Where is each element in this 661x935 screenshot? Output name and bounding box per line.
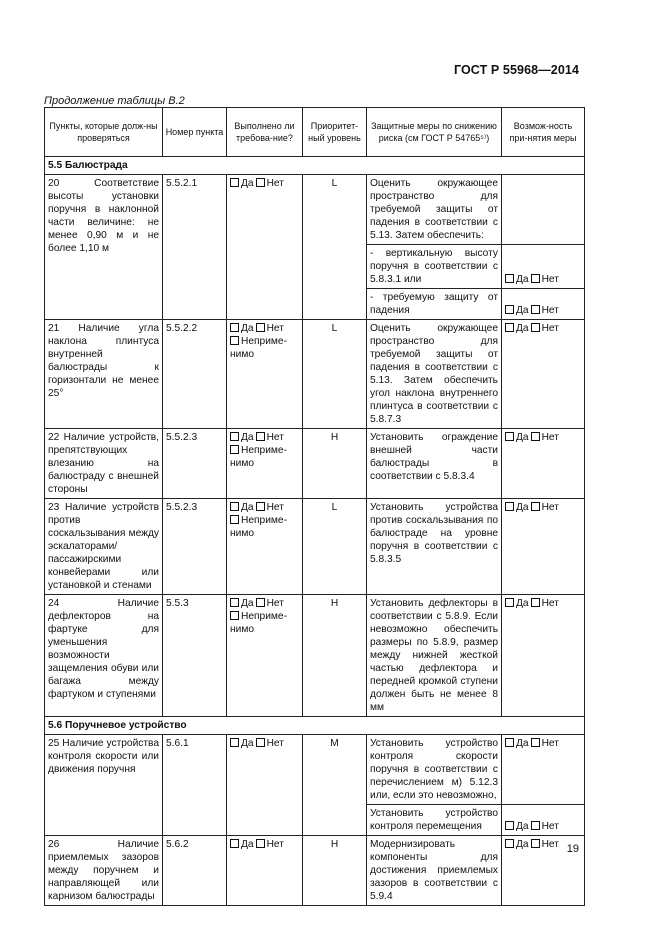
option-na-label: Неприме-нимо bbox=[230, 445, 287, 469]
option-not-applicable[interactable] bbox=[230, 335, 299, 361]
checkbox-no[interactable] bbox=[531, 274, 540, 283]
checkbox-not-applicable[interactable] bbox=[230, 611, 239, 620]
clause-number: 5.6.1 bbox=[163, 735, 227, 836]
option-yes[interactable] bbox=[230, 738, 254, 749]
column-header-priority: Приоритет-ный уровень bbox=[303, 108, 367, 157]
option-yes[interactable] bbox=[505, 839, 529, 850]
priority-level: M bbox=[303, 735, 367, 836]
clause-number: 5.6.2 bbox=[163, 836, 227, 906]
section-title: 5.6 Поручневое устройство bbox=[45, 717, 585, 735]
checkbox-no[interactable] bbox=[256, 178, 265, 187]
checkbox-not-applicable[interactable] bbox=[230, 445, 239, 454]
checkbox-no[interactable] bbox=[531, 432, 540, 441]
option-yes[interactable] bbox=[505, 323, 529, 334]
yes-no-options bbox=[505, 432, 559, 443]
check-item: 24 Наличие дефлекторов на фартуке для уменьшения возможности защемления обуви или багажа между фартуком и ступенями bbox=[45, 595, 163, 717]
priority-level: H bbox=[303, 836, 367, 906]
acceptance-cell bbox=[502, 735, 585, 805]
table-caption: Продолжение таблицы В.2 bbox=[44, 95, 185, 107]
option-no-label: Нет bbox=[541, 305, 559, 316]
acceptance-cell bbox=[502, 245, 585, 289]
option-yes[interactable] bbox=[230, 323, 254, 334]
option-no[interactable] bbox=[256, 598, 284, 609]
option-yes-label: Да bbox=[241, 598, 254, 609]
protective-measure: - вертикальную высоту поручня в соответствии с 5.8.3.1 или bbox=[367, 245, 502, 289]
yes-no-options bbox=[230, 432, 284, 443]
protective-measure: - требуемую защиту от падения bbox=[367, 289, 502, 320]
yes-no-options bbox=[505, 305, 559, 316]
acceptance-cell bbox=[502, 595, 585, 717]
column-header-items: Пункты, которые долж-ны проверяться bbox=[45, 108, 163, 157]
check-item: 20 Соответствие высоты установки поручня в наклонной части величине: не менее 0,90 м и не более 1,10 м bbox=[45, 175, 163, 320]
checkbox-yes[interactable] bbox=[230, 178, 239, 187]
fulfilled-cell bbox=[227, 175, 303, 320]
option-na-label: Неприме-нимо bbox=[230, 611, 287, 635]
checkbox-no[interactable] bbox=[256, 738, 265, 747]
option-yes[interactable] bbox=[505, 274, 529, 285]
option-yes-label: Да bbox=[241, 738, 254, 749]
fulfilled-cell bbox=[227, 595, 303, 717]
option-no[interactable] bbox=[256, 502, 284, 513]
checkbox-yes[interactable] bbox=[230, 323, 239, 332]
yes-no-options bbox=[230, 178, 284, 189]
option-no-label: Нет bbox=[541, 738, 559, 749]
checkbox-yes[interactable] bbox=[505, 502, 514, 511]
option-no[interactable] bbox=[531, 323, 559, 334]
option-yes[interactable] bbox=[505, 305, 529, 316]
checkbox-no[interactable] bbox=[256, 598, 265, 607]
option-yes-label: Да bbox=[516, 274, 529, 285]
yes-no-options bbox=[505, 274, 559, 285]
checkbox-yes[interactable] bbox=[505, 323, 514, 332]
option-no-label: Нет bbox=[541, 839, 559, 850]
option-yes[interactable] bbox=[230, 839, 254, 850]
column-header-clause: Номер пункта bbox=[163, 108, 227, 157]
option-no[interactable] bbox=[531, 821, 559, 832]
protective-measure: Установить устройства против соскальзывания по балюстраде на уровне поручня в соответствии с 5.8.3.5 bbox=[367, 499, 502, 595]
option-yes-label: Да bbox=[241, 839, 254, 850]
checkbox-no[interactable] bbox=[531, 323, 540, 332]
table-header-row bbox=[45, 108, 585, 157]
clause-number: 5.5.2.1 bbox=[163, 175, 227, 320]
option-na-label: Неприме-нимо bbox=[230, 336, 287, 360]
option-yes-label: Да bbox=[516, 323, 529, 334]
protective-measure: Модернизировать компоненты для достижения приемлемых зазоров в соответствии с 5.9.4 bbox=[367, 836, 502, 906]
yes-no-options bbox=[505, 323, 559, 334]
priority-level: L bbox=[303, 175, 367, 320]
section-title: 5.5 Балюстрада bbox=[45, 157, 585, 175]
option-not-applicable[interactable] bbox=[230, 610, 299, 636]
option-no[interactable] bbox=[256, 432, 284, 443]
option-na-label: Неприме-нимо bbox=[230, 515, 287, 539]
acceptance-cell bbox=[502, 175, 585, 245]
check-item: 25 Наличие устройства контроля скорости или движения поручня bbox=[45, 735, 163, 836]
option-no[interactable] bbox=[531, 738, 559, 749]
table-row bbox=[45, 836, 585, 906]
column-header-measures: Защитные меры по снижению риска (см ГОСТ Р 54765⁵⁾) bbox=[367, 108, 502, 157]
option-yes[interactable] bbox=[505, 432, 529, 443]
option-no-label: Нет bbox=[266, 432, 284, 443]
option-yes[interactable] bbox=[230, 178, 254, 189]
option-no-label: Нет bbox=[266, 502, 284, 513]
acceptance-cell bbox=[502, 320, 585, 429]
yes-no-options bbox=[230, 738, 284, 749]
checkbox-not-applicable[interactable] bbox=[230, 336, 239, 345]
checkbox-no[interactable] bbox=[531, 305, 540, 314]
checkbox-no[interactable] bbox=[531, 738, 540, 747]
checkbox-yes[interactable] bbox=[230, 598, 239, 607]
option-no-label: Нет bbox=[266, 178, 284, 189]
option-yes-label: Да bbox=[516, 305, 529, 316]
option-yes-label: Да bbox=[241, 323, 254, 334]
option-yes[interactable] bbox=[230, 598, 254, 609]
fulfilled-cell bbox=[227, 429, 303, 499]
option-no-label: Нет bbox=[541, 432, 559, 443]
checkbox-yes[interactable] bbox=[230, 839, 239, 848]
checkbox-yes[interactable] bbox=[230, 432, 239, 441]
acceptance-cell bbox=[502, 289, 585, 320]
option-yes-label: Да bbox=[516, 432, 529, 443]
option-no[interactable] bbox=[531, 502, 559, 513]
fulfilled-cell bbox=[227, 836, 303, 906]
option-yes-label: Да bbox=[241, 178, 254, 189]
option-no-label: Нет bbox=[541, 821, 559, 832]
clause-number: 5.5.2.3 bbox=[163, 429, 227, 499]
option-yes[interactable] bbox=[505, 598, 529, 609]
option-yes[interactable] bbox=[230, 432, 254, 443]
checkbox-no[interactable] bbox=[256, 432, 265, 441]
option-no-label: Нет bbox=[541, 323, 559, 334]
page-number: 19 bbox=[566, 843, 579, 855]
priority-level: L bbox=[303, 320, 367, 429]
option-no[interactable] bbox=[531, 598, 559, 609]
option-no[interactable] bbox=[256, 738, 284, 749]
option-no-label: Нет bbox=[266, 598, 284, 609]
protective-measure: Установить устройство контроля перемещения bbox=[367, 805, 502, 836]
check-item: 22 Наличие устройств, препятствующих влезанию на балюстраду с внешней стороны bbox=[45, 429, 163, 499]
checkbox-not-applicable[interactable] bbox=[230, 515, 239, 524]
yes-no-options bbox=[505, 738, 559, 749]
fulfilled-cell bbox=[227, 320, 303, 429]
check-item: 21 Наличие угла наклона плинтуса внутренней балюстрады к горизонтали не менее 25° bbox=[45, 320, 163, 429]
acceptance-cell bbox=[502, 805, 585, 836]
option-not-applicable[interactable] bbox=[230, 514, 299, 540]
checkbox-no[interactable] bbox=[531, 821, 540, 830]
clause-number: 5.5.3 bbox=[163, 595, 227, 717]
yes-no-options bbox=[505, 821, 559, 832]
table-row bbox=[45, 735, 585, 805]
protective-measure: Установить ограждение внешней части балюстрады в соответствии с 5.8.3.4 bbox=[367, 429, 502, 499]
priority-level: H bbox=[303, 429, 367, 499]
checklist-table bbox=[44, 107, 585, 906]
yes-no-options bbox=[505, 502, 559, 513]
protective-measure: Установить дефлекторы в соответствии с 5.8.9. Если невозможно обеспечить размеры по 5.8.9, размер между нижней жесткой частью дефлектора и передней кромкой ступени должен быть не менее 8 мм bbox=[367, 595, 502, 717]
option-no[interactable] bbox=[531, 839, 559, 850]
option-no-label: Нет bbox=[266, 839, 284, 850]
yes-no-options bbox=[505, 839, 559, 850]
table-row bbox=[45, 499, 585, 595]
clause-number: 5.5.2.2 bbox=[163, 320, 227, 429]
yes-no-options bbox=[230, 323, 284, 334]
document-header: ГОСТ Р 55968—2014 bbox=[453, 63, 579, 77]
checkbox-yes[interactable] bbox=[505, 821, 514, 830]
option-no[interactable] bbox=[531, 432, 559, 443]
checkbox-yes[interactable] bbox=[505, 432, 514, 441]
yes-no-options bbox=[230, 839, 284, 850]
option-no[interactable] bbox=[256, 839, 284, 850]
checkbox-no[interactable] bbox=[531, 839, 540, 848]
fulfilled-cell bbox=[227, 735, 303, 836]
checkbox-yes[interactable] bbox=[505, 839, 514, 848]
section-row bbox=[45, 157, 585, 175]
checkbox-yes[interactable] bbox=[230, 502, 239, 511]
check-item: 26 Наличие приемлемых зазоров между поручнем и направляющей или карнизом балюстрады bbox=[45, 836, 163, 906]
protective-measure: Оценить окружающее пространство для требуемой защиты от падения в соответствии с 5.13. Затем обеспечить: bbox=[367, 175, 502, 245]
section-row bbox=[45, 717, 585, 735]
option-yes-label: Да bbox=[516, 738, 529, 749]
option-no-label: Нет bbox=[541, 502, 559, 513]
acceptance-cell bbox=[502, 499, 585, 595]
checkbox-no[interactable] bbox=[531, 598, 540, 607]
checkbox-no[interactable] bbox=[256, 323, 265, 332]
protective-measure: Установить устройство контроля скорости поручня в соответствии с перечислением м) 5.12.3 или, если это невозможно, bbox=[367, 735, 502, 805]
yes-no-options bbox=[230, 502, 284, 513]
option-no-label: Нет bbox=[266, 738, 284, 749]
priority-level: H bbox=[303, 595, 367, 717]
checkbox-yes[interactable] bbox=[505, 305, 514, 314]
option-yes-label: Да bbox=[516, 502, 529, 513]
acceptance-cell bbox=[502, 429, 585, 499]
table-row bbox=[45, 175, 585, 245]
option-not-applicable[interactable] bbox=[230, 444, 299, 470]
column-header-acceptance: Возмож-ность при-нятия меры bbox=[502, 108, 585, 157]
table-row bbox=[45, 320, 585, 429]
option-no[interactable] bbox=[256, 178, 284, 189]
checkbox-no[interactable] bbox=[256, 502, 265, 511]
checkbox-yes[interactable] bbox=[505, 274, 514, 283]
checkbox-yes[interactable] bbox=[505, 738, 514, 747]
option-yes-label: Да bbox=[241, 502, 254, 513]
option-yes[interactable] bbox=[505, 502, 529, 513]
checkbox-yes[interactable] bbox=[505, 598, 514, 607]
option-no-label: Нет bbox=[266, 323, 284, 334]
option-no[interactable] bbox=[531, 274, 559, 285]
option-yes-label: Да bbox=[516, 821, 529, 832]
column-header-fulfilled: Выполнено ли требова-ние? bbox=[227, 108, 303, 157]
check-item: 23 Наличие устройств против соскальзывания между эскалаторами/пассажирскими конвейерами или установкой и стенами bbox=[45, 499, 163, 595]
option-no[interactable] bbox=[256, 323, 284, 334]
yes-no-options bbox=[230, 598, 284, 609]
checkbox-yes[interactable] bbox=[230, 738, 239, 747]
table-row bbox=[45, 429, 585, 499]
option-yes[interactable] bbox=[230, 502, 254, 513]
option-yes-label: Да bbox=[516, 598, 529, 609]
option-no-label: Нет bbox=[541, 274, 559, 285]
checkbox-no[interactable] bbox=[531, 502, 540, 511]
yes-no-options bbox=[505, 598, 559, 609]
option-yes[interactable] bbox=[505, 821, 529, 832]
option-yes-label: Да bbox=[516, 839, 529, 850]
clause-number: 5.5.2.3 bbox=[163, 499, 227, 595]
priority-level: L bbox=[303, 499, 367, 595]
option-no-label: Нет bbox=[541, 598, 559, 609]
table-row bbox=[45, 595, 585, 717]
option-yes[interactable] bbox=[505, 738, 529, 749]
checkbox-no[interactable] bbox=[256, 839, 265, 848]
option-yes-label: Да bbox=[241, 432, 254, 443]
option-no[interactable] bbox=[531, 305, 559, 316]
fulfilled-cell bbox=[227, 499, 303, 595]
protective-measure: Оценить окружающее пространство для требуемой защиты от падения в соответствии с 5.13. Затем обеспечить угол наклона внутреннего плинтуса в соответствии с 5.8.7.3 bbox=[367, 320, 502, 429]
